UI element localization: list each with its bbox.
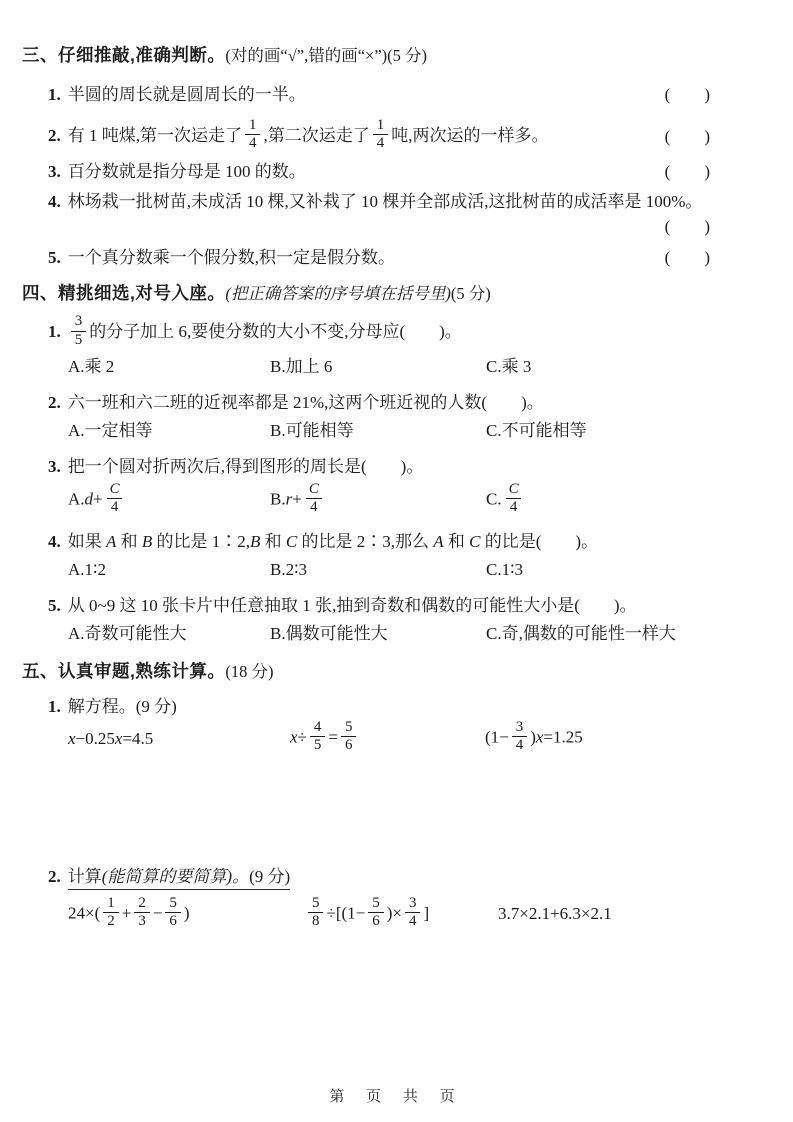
section-calculation <box>22 660 710 932</box>
option-c: C.奇,偶数的可能性一样大 <box>486 624 676 644</box>
question-number: 3. <box>48 456 61 476</box>
question-body: 如果 A 和 B 的比是 1∶2,B 和 C 的比是 2∶3,那么 A 和 C 的比是( )。 <box>67 532 599 552</box>
solve-equations-subheading <box>48 695 710 719</box>
equation-1: x−0.25x=4.5 <box>68 728 154 748</box>
option-a: A.奇数可能性大 <box>68 624 187 644</box>
section-judgment-title <box>22 44 710 67</box>
subheading-number: 1. <box>48 697 61 717</box>
question-number: 1. <box>48 85 61 104</box>
choice-question-2 <box>48 391 710 415</box>
section-title-note: (18 分) <box>225 662 274 682</box>
answer-bracket: ( ) <box>664 162 710 182</box>
choice-question-1 <box>48 315 710 350</box>
subheading-text: 计算(能简算的要简算)。(9 分) <box>68 867 290 890</box>
option-a: A.d+ $\frac{C}{4}$ <box>68 483 270 518</box>
option-a: A.1∶2 <box>68 560 106 580</box>
question-body: 半圆的周长就是圆周长的一半。 <box>67 85 306 104</box>
section-title-main: 四、精挑细选,对号入座。 <box>22 283 226 304</box>
judgment-item-2 <box>48 119 710 154</box>
section-calculation-title <box>22 660 710 683</box>
option-a: A.一定相等 <box>68 420 153 440</box>
question-text <box>48 246 395 270</box>
question-number: 4. <box>48 192 61 212</box>
question-body: $\frac{3}{5}$ 的分子加上 6,要使分数的大小不变,分母应( )。 <box>68 322 462 341</box>
section-choice-title <box>22 282 710 305</box>
question-body: 一个真分数乘一个假分数,积一定是假分数。 <box>67 248 395 268</box>
expression-3: 3.7×2.1+6.3×2.1 <box>498 904 612 924</box>
question-number: 2. <box>48 392 61 412</box>
question-number: 1. <box>48 321 61 341</box>
judgment-item-4-bracket-line <box>22 216 710 238</box>
judgment-item-1 <box>48 83 710 107</box>
answer-bracket: ( ) <box>664 217 710 237</box>
option-c: C.不可能相等 <box>486 420 587 440</box>
question-text <box>48 83 306 107</box>
calculation-subheading <box>48 865 710 889</box>
answer-bracket: ( ) <box>664 85 710 104</box>
choice-question-5 <box>48 594 710 618</box>
worked-solution-space <box>22 757 710 853</box>
question-number: 4. <box>48 532 61 552</box>
option-b: B.r+ $\frac{C}{4}$ <box>270 483 486 518</box>
option-b: B.可能相等 <box>270 420 354 440</box>
question-number: 2. <box>48 125 61 145</box>
question-body: 从 0~9 这 10 张卡片中任意抽取 1 张,抽到奇数和偶数的可能性大小是( )。 <box>67 596 637 616</box>
expression-2: $\frac{5}{8}$ ÷[(1− $\frac{5}{6}$ )× $\frac{3}{4}$ ] <box>305 897 498 932</box>
section-title-note: (把正确答案的序号填在括号里)(5 分) <box>225 284 491 304</box>
question-body: 百分数就是指分母是 100 的数。 <box>67 162 306 182</box>
section-judgment <box>22 44 710 270</box>
question-body: 有 1 吨煤,第一次运走了 $\frac{1}{4}$ ,第二次运走了 $\frac{1}{4}$ 吨,两次运的一样多。 <box>67 117 549 152</box>
choice-options-3 <box>68 480 710 518</box>
option-c: C.1∶3 <box>486 560 524 580</box>
question-body: 把一个圆对折两次后,得到图形的周长是( )。 <box>67 456 424 476</box>
question-text <box>48 119 548 154</box>
section-choice <box>22 282 710 646</box>
judgment-item-3 <box>48 160 710 184</box>
question-number: 5. <box>48 596 61 616</box>
question-number: 5. <box>48 248 61 268</box>
option-a: A.乘 2 <box>68 356 115 376</box>
choice-question-4 <box>48 530 710 554</box>
choice-options-4 <box>68 558 710 582</box>
subheading-number: 2. <box>48 866 61 886</box>
option-b: B.加上 6 <box>270 356 333 376</box>
section-title-main: 五、认真审题,熟练计算。 <box>22 661 226 682</box>
page-footer: 第 页 共 页 <box>329 1089 464 1105</box>
option-b: B.2∶3 <box>270 560 308 580</box>
choice-options-2 <box>68 419 710 443</box>
subheading-text: 解方程。(9 分) <box>67 697 177 717</box>
option-b: B.偶数可能性大 <box>270 624 388 644</box>
section-title-main: 三、仔细推敲,准确判断。 <box>22 45 226 65</box>
equation-3: (1− $\frac{3}{4}$ )x=1.25 <box>485 719 583 754</box>
question-text <box>48 160 306 184</box>
question-body: 林场栽一批树苗,未成活 10 棵,又补栽了 10 棵并全部成活,这批树苗的成活率是 100%。 <box>67 192 703 212</box>
question-number: 3. <box>48 162 61 182</box>
choice-options-1 <box>68 355 710 379</box>
answer-bracket: ( ) <box>664 126 710 146</box>
calculation-row <box>68 894 710 932</box>
equation-2: x÷ $\frac{4}{5}$ = $\frac{5}{6}$ <box>290 721 485 756</box>
judgment-item-5 <box>48 246 710 270</box>
answer-bracket: ( ) <box>664 248 710 268</box>
judgment-item-4 <box>48 190 710 214</box>
equation-row <box>68 721 710 756</box>
choice-question-3 <box>48 455 710 479</box>
option-c: C.乘 3 <box>486 356 532 376</box>
option-c: C. $\frac{C}{4}$ <box>486 483 710 518</box>
expression-1: 24×( $\frac{1}{2}$ + $\frac{2}{3}$ − $\frac{5}{6}$ ) <box>68 894 190 929</box>
question-body: 六一班和六二班的近视率都是 21%,这两个班近视的人数( )。 <box>67 392 544 412</box>
section-title-note: (对的画“√”,错的画“×”)(5 分) <box>225 46 428 65</box>
choice-options-5 <box>68 622 710 646</box>
